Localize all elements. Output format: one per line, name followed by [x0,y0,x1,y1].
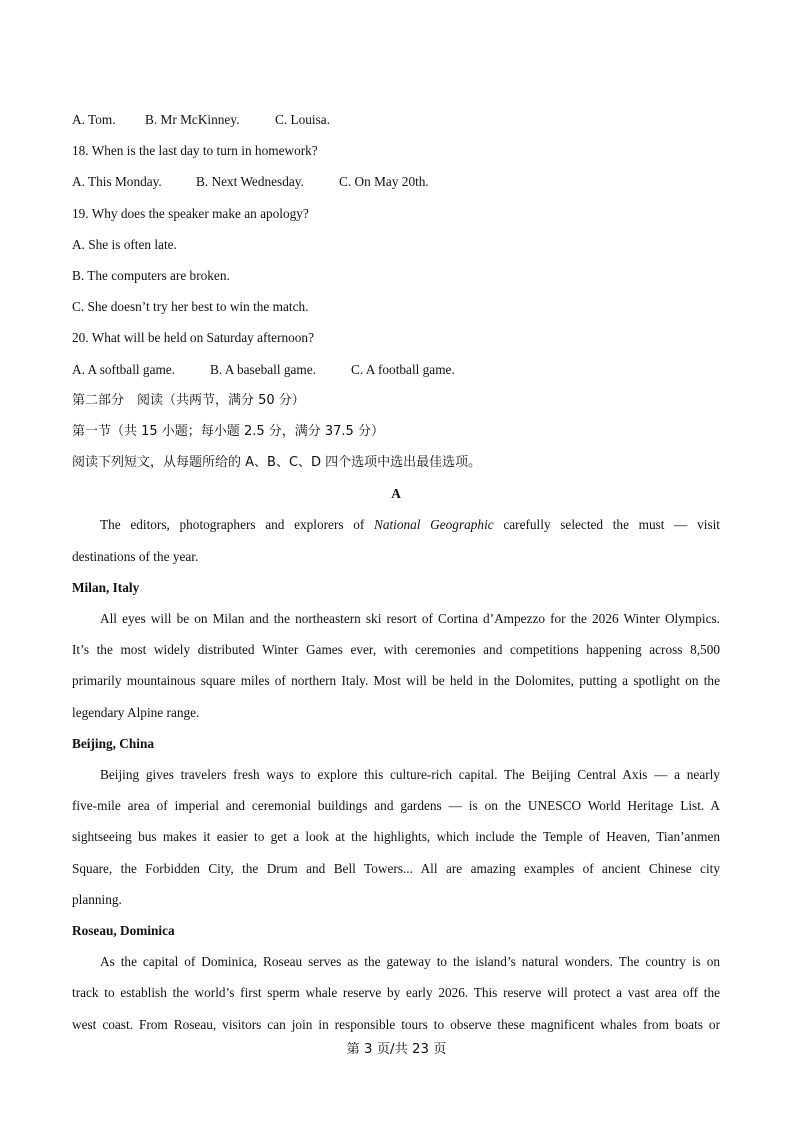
body-line: primarily mountainous square miles of northern Italy. Most will be held in the Dolomites, putting a spotlight on the [72,673,720,689]
section1-title: 第一节（共 15 小题；每小题 2.5 分，满分 37.5 分） [72,423,384,439]
q17-option-a: A. Tom. [72,112,116,127]
q20-option-c: C. A football game. [351,361,455,377]
body-line: planning. [72,891,122,907]
body-line: west coast. From Roseau, visitors can join in responsible tours to observe these magnificent whales from boats or [72,1016,720,1032]
q20-option-b: B. A baseball game. [210,361,316,377]
section-heading-roseau: Roseau, Dominica [72,923,175,939]
passage-label: A [391,486,401,502]
q20-option-a: A. A softball game. [72,361,176,377]
magazine-name: National Geographic [373,517,494,533]
q20-options [72,354,720,385]
q19-option-c: C. She doesn’t try her best to win the match. [72,299,309,315]
q19-question: 19. Why does the speaker make an apology? [72,205,309,221]
body-line: Beijing gives travelers fresh ways to explore this culture-rich capital. The Beijing Central Axis — a nearly [100,767,720,783]
section-heading-beijing: Beijing, China [72,735,155,751]
body-line: Square, the Forbidden City, the Drum and Bell Towers... All are amazing examples of ancient Chinese city [72,860,720,876]
q19-option-a: A. She is often late. [72,236,177,252]
page-number-footer: 第 3 页/共 23 页 [346,1042,447,1057]
q18-options [72,166,720,197]
body-line: track to establish the world’s first sperm whale reserve by early 2026. This reserve will protect a vast area off the [72,985,720,1001]
reading-instruction: 阅读下列短文，从每题所给的 A、B、C、D 四个选项中选出最佳选项。 [72,455,482,471]
q20-question: 20. What will be held on Saturday afternoon? [72,330,314,346]
body-line: sightseeing bus makes it easier to get a look at the highlights, which include the Temple of Heaven, Tian’anmen [72,829,720,845]
body-line: It’s the most widely distributed Winter Games ever, with ceremonies and competitions happening across 8,500 [72,642,720,658]
q17-options [72,104,720,135]
exam-page [72,104,720,1040]
q18-option-a: A. This Monday. [72,174,162,190]
q17-option-b: B. Mr McKinney. [145,112,240,127]
q18-option-b: B. Next Wednesday. [196,174,304,190]
body-line: legendary Alpine range. [72,704,200,720]
section-body-milan [72,603,720,728]
body-line: All eyes will be on Milan and the northeastern ski resort of Cortina d’Ampezzo for the 2026 Winter Olympics. [100,611,720,627]
passage-intro [72,509,720,571]
q18-question: 18. When is the last day to turn in homework? [72,143,318,159]
section-body-roseau [72,946,720,1040]
q17-option-c: C. Louisa. [275,112,331,127]
section-body-beijing [72,759,720,915]
intro-line-2: destinations of the year. [72,548,199,564]
section-heading-milan: Milan, Italy [72,579,140,595]
part2-title: 第二部分 阅读（共两节，满分 50 分） [72,392,305,408]
intro-line-1: The editors, photographers and explorers of National Geographic carefully selected the must — visit [100,517,721,533]
body-line: five-mile area of imperial and ceremonial buildings and gardens — is on the UNESCO World Heritage List. A [72,798,720,814]
q19-option-b: B. The computers are broken. [72,267,230,283]
body-line: As the capital of Dominica, Roseau serves as the gateway to the island’s natural wonders. The country is on [100,954,720,970]
q18-option-c: C. On May 20th. [339,174,429,190]
